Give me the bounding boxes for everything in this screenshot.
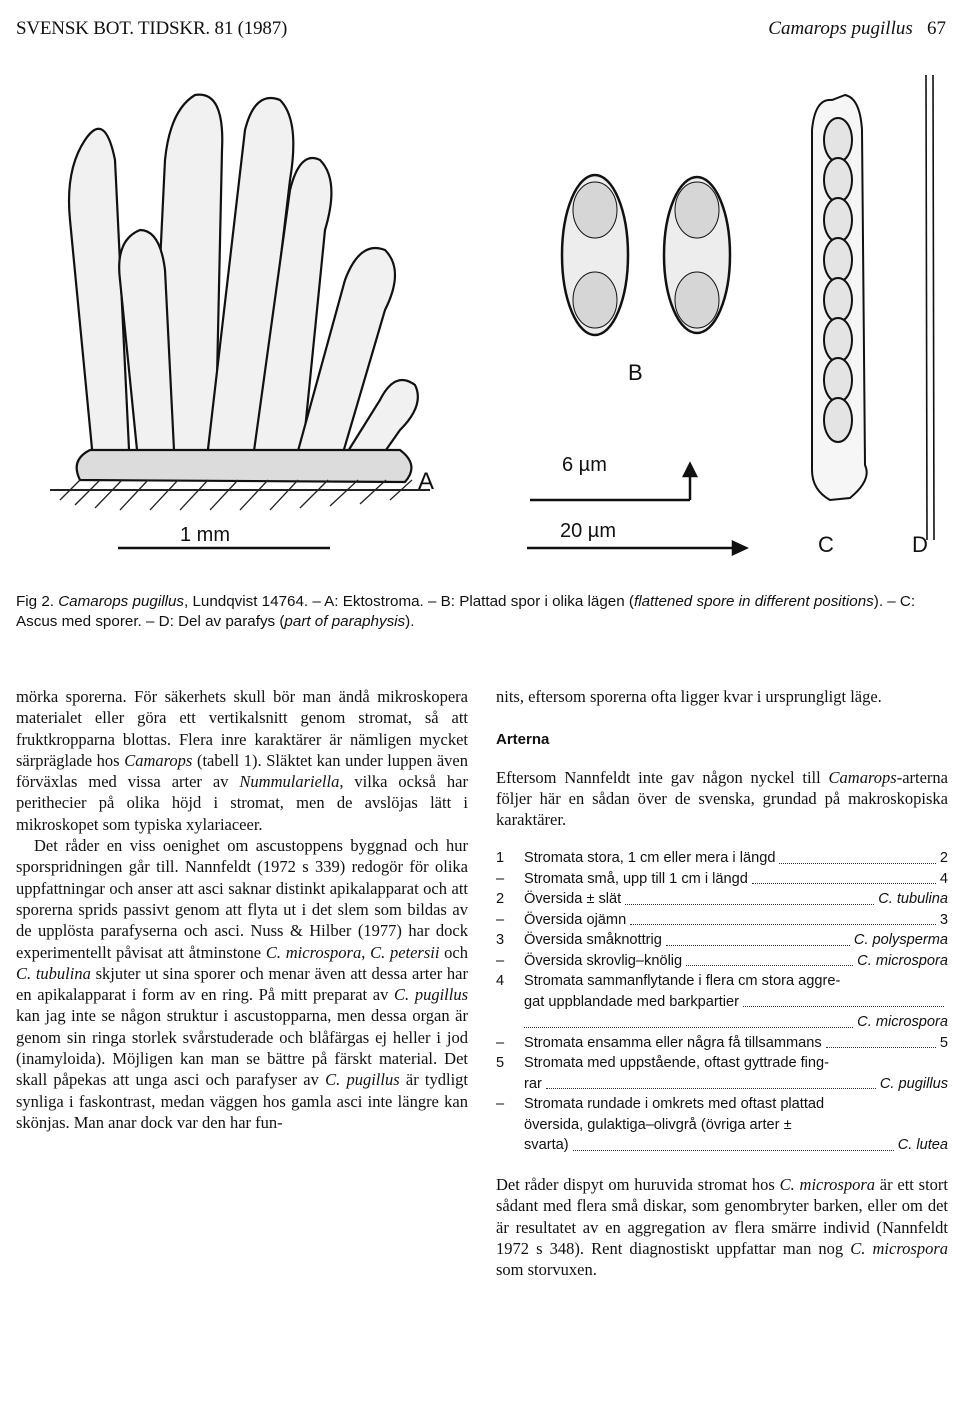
paraphysis-drawing xyxy=(926,75,934,540)
left-column xyxy=(16,686,468,1133)
identification-key xyxy=(496,848,948,1156)
key-row: – Stromata små, upp till 1 cm i längd 4 xyxy=(496,870,948,887)
spore-drawing xyxy=(562,175,730,335)
ectostroma-drawing xyxy=(69,95,418,482)
scale-label-20um: 20 µm xyxy=(560,520,616,542)
closing-paragraph: Det råder dispyt om huruvida stromat hos C. microspora är ett stort sådant med flera små diskar, som genombryter barken, eller om det är resultatet av en aggregation av flera smärre individ (Nannfeldt 1972 s 348). Rent diagnostiskt uppfattar man nog C. microspora som storvuxen. xyxy=(496,1174,949,1280)
key-row: 4 Stromata sammanflytande i flera cm stora aggre- gat uppblandade med barkpartier C. microspora xyxy=(496,973,948,1031)
section-heading: Arterna xyxy=(496,731,550,749)
running-header xyxy=(16,18,946,46)
paragraph-continued: nits, eftersom sporerna ofta ligger kvar i ursprungligt läge. xyxy=(496,687,882,706)
ascus-drawing xyxy=(812,95,867,500)
right-column xyxy=(496,686,948,1280)
label-c: C xyxy=(818,532,834,557)
page-number: 67 xyxy=(927,18,946,39)
key-intro: Eftersom Nannfeldt inte gav någon nyckel till Camarops-arterna följer här en sådan över de svenska, grundad på makroskopiska karaktärer. xyxy=(496,767,948,830)
running-title: Camarops pugillus xyxy=(768,18,913,39)
scale-label-6um: 6 µm xyxy=(562,454,607,476)
key-row: – Översida skrovlig–knölig C. microspora xyxy=(496,952,948,969)
paragraph-1: mörka sporerna. För säkerhets skull bör man ändå mikroskopera materialet eller göra ett vertikalsnitt genom stromat, så att fruktkropparna blottas. Flera inre karaktärer är nämligen mycket särpräglade hos Camarops (tabell 1). Släktet kan under luppen även förväxlas med vissa arter av Nummulariella, vilka också har perithecier på olika höjd i stromat, men de avslöjas lätt i mikroskopet som typiska xylariaceer. xyxy=(16,687,468,834)
journal-citation: SVENSK BOT. TIDSKR. 81 (1987) xyxy=(16,18,288,39)
key-row: – Översida ojämn 3 xyxy=(496,911,948,928)
page-header-right xyxy=(768,18,946,40)
key-row: – Stromata rundade i omkrets med oftast plattad översida, gulaktiga–olivgrå (övriga arter ± svarta) C. lutea xyxy=(496,1096,948,1154)
label-a: A xyxy=(418,468,435,495)
figure-caption: Fig 2. Camarops pugillus, Lundqvist 14764. – A: Ektostroma. – B: Plattad spor i olika lägen (flattened spore in different positions). – C: Ascus med sporer. – D: Del av parafys (part of paraphysis). xyxy=(16,593,916,630)
label-b: B xyxy=(628,360,643,385)
key-row: 2 Översida ± slät C. tubulina xyxy=(496,891,948,908)
scale-label-1mm: 1 mm xyxy=(180,524,230,546)
key-row: 5 Stromata med uppstående, oftast gyttrade fing- rar C. pugillus xyxy=(496,1055,948,1092)
key-row: 1 Stromata stora, 1 cm eller mera i längd 2 xyxy=(496,850,948,867)
figure-2 xyxy=(0,70,960,590)
label-d: D xyxy=(912,532,928,557)
figure-drawing xyxy=(0,70,960,590)
paragraph-2: Det råder en viss oenighet om ascustoppens byggnad och hur sporspridningen går till. Nannfeldt (1972 s 339) redogör för olika uppfattningar och anser att asci saknar distinkt apikalapparat och att sporerna sprids passivt genom att flyta ut i det slem som bildas av de upplösta parafyserna och asci. Nuss & Hilber (1977) har dock experimentellt påvisat att åtminstone C. microspora, C. petersii och C. tubulina skjuter ut sina sporer och menar även att dessa arter har en apikalapparat i form av en ring. På mitt preparat av C. pugillus kan jag inte se någon struktur i ascustopparna, men dessa organ är genom sin ringa storlek svårstuderade och blåfärgas ej heller i jod (inamyloida). Möjligen kan man se bättre på färskt material. Det skall påpekas att unga asci och parafyser av C. pugillus är tydligt synliga i faskontrast, medan väggen hos gamla asci inte längre kan skönjas. Man anar dock var den har fun- xyxy=(16,836,468,1132)
key-row: – Stromata ensamma eller några få tillsammans 5 xyxy=(496,1034,948,1051)
substrate-hatching xyxy=(50,480,430,510)
key-row: 3 Översida småknottrig C. polysperma xyxy=(496,932,948,949)
